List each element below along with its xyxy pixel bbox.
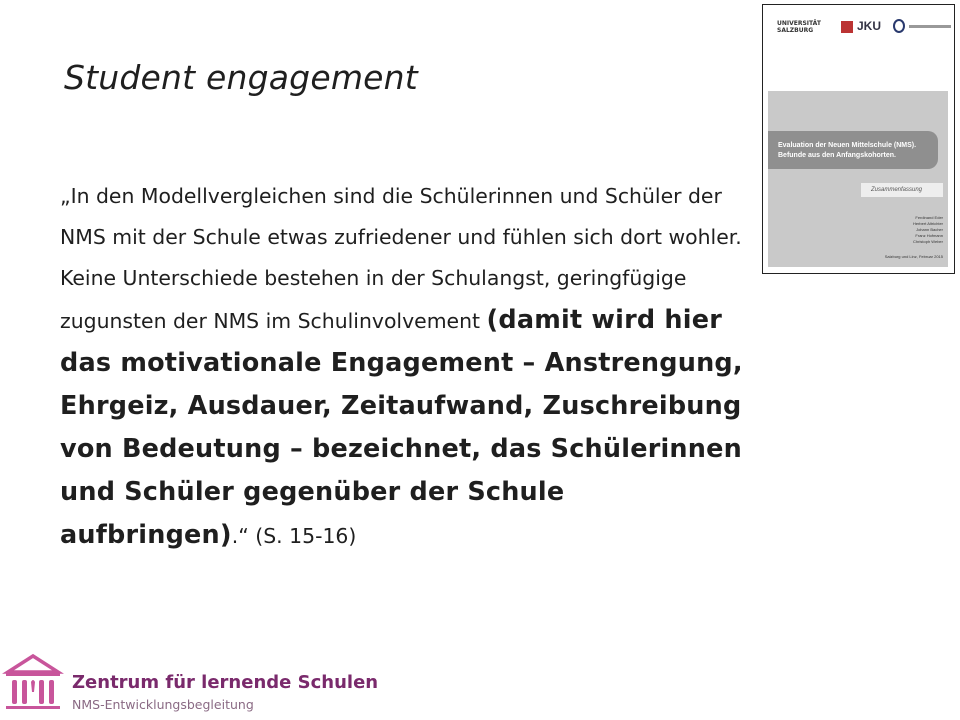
jku-logo: JKU xyxy=(857,19,882,33)
logo-caption-line xyxy=(909,25,951,28)
quote-citation: .“ (S. 15-16) xyxy=(231,524,357,548)
report-cover-image xyxy=(762,4,955,274)
building-logo-icon xyxy=(2,650,64,712)
quote-text: „In den Modellvergleichen sind die Schülerinnen und Schüler der NMS mit der Schule etwas zufriedener und fühlen sich dort wohler. Keine Unterschiede bestehen in der Schulangst, geringfügige zugunsten der NMS im Schulinvolvement xyxy=(60,184,742,333)
quote-block xyxy=(60,176,760,557)
slide-title: Student engagement xyxy=(64,58,418,97)
footer-org-name: Zentrum für lernende Schulen xyxy=(72,672,379,693)
cover-subtitle: Zusammenfassung xyxy=(861,183,943,197)
cover-place-date: Salzburg und Linz, Februar 2015 xyxy=(884,254,943,259)
cover-logos xyxy=(775,17,950,41)
institute-logo-icon xyxy=(893,19,905,33)
footer-org-subtitle: NMS-Entwicklungsbegleitung xyxy=(72,697,254,712)
quote-emphasis: (damit wird hier das motivationale Engagement – Anstrengung, Ehrgeiz, Ausdauer, Zeitaufwand, Zuschreibung von Bedeutung – bezeichnet, das Schülerinnen und Schüler gegenüber der Schule aufbringen) xyxy=(60,305,743,550)
university-logo: UNIVERSITÄT SALZBURG xyxy=(777,20,821,34)
crest-icon xyxy=(841,21,853,33)
cover-authors: Ferdinand Eder Herbert Altrichter Johann Bacher Franz Hofmann Christoph Weber xyxy=(912,215,943,244)
cover-title-band: Evaluation der Neuen Mittelschule (NMS). Befunde aus den Anfangskohorten. xyxy=(768,131,938,169)
